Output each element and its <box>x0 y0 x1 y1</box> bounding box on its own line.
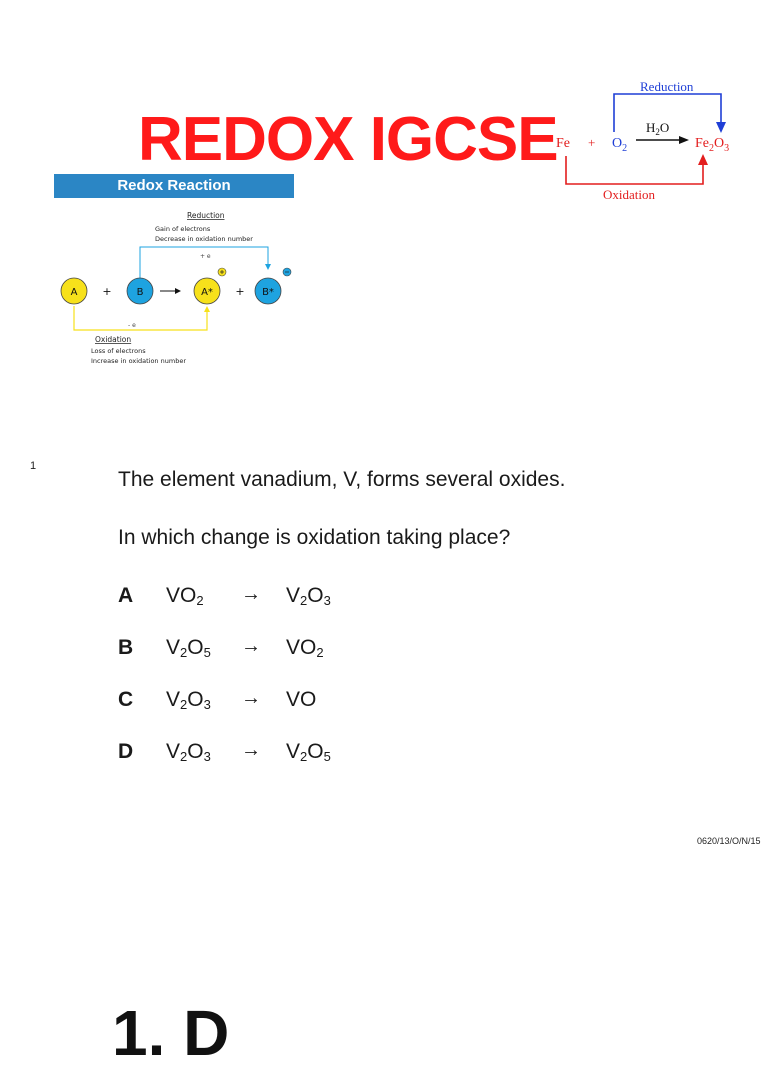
o2-reactant: $O_2$ <box>612 136 628 154</box>
right-arrow-icon: → <box>241 739 261 761</box>
option-product: VO <box>286 688 317 711</box>
atom-a-star-label: A* <box>201 287 213 298</box>
oxidation-line2: Increase in oxidation number <box>91 357 186 365</box>
fe-reactant: Fe <box>556 136 570 151</box>
option-d <box>118 740 418 770</box>
option-b <box>118 636 418 666</box>
redox-reaction-card <box>54 174 294 374</box>
plus-sign: + <box>588 135 596 150</box>
right-arrow-icon: → <box>241 583 261 605</box>
plus-electron-label: + e <box>200 253 211 260</box>
atom-b-star-label: B* <box>262 287 274 298</box>
iron-redox-diagram <box>548 76 760 206</box>
option-c <box>118 688 418 718</box>
answer-text: 1. D <box>112 997 230 1069</box>
paper-reference: 0620/13/O/N/15 <box>697 836 761 846</box>
reduction-label: Reduction <box>640 79 694 94</box>
option-letter: C <box>118 688 134 711</box>
option-letter: D <box>118 740 134 763</box>
reduction-line1: Gain of electrons <box>155 225 211 233</box>
option-reactant: $V_2O_5$ <box>166 636 211 660</box>
question-number: 1 <box>30 460 37 472</box>
question-stem-line2: In which change is oxidation taking place? <box>118 526 511 549</box>
option-letter: A <box>118 584 134 607</box>
reduction-title: Reduction <box>187 211 225 220</box>
page-title: REDOX IGCSE <box>138 105 558 174</box>
right-arrow-icon: → <box>241 687 261 709</box>
oxidation-arrow <box>566 156 703 184</box>
option-product: $V_2O_5$ <box>286 740 331 764</box>
option-a <box>118 584 418 614</box>
oxidation-arrowhead <box>698 154 708 165</box>
reduction-arrowhead <box>716 122 726 133</box>
oxidation-title: Oxidation <box>95 335 132 344</box>
atom-b-label: B <box>136 287 144 298</box>
card-header: Redox Reaction <box>54 174 294 198</box>
option-reactant: $VO_2$ <box>166 584 204 608</box>
option-product: $V_2O_3$ <box>286 584 331 608</box>
option-letter: B <box>118 636 134 659</box>
atom-a-label: A <box>70 287 78 298</box>
water-label: $H_2O$ <box>646 120 670 137</box>
right-arrow-icon: → <box>241 635 261 657</box>
plus-2: + <box>235 285 245 298</box>
question-stem-line1: The element vanadium, V, forms several oxides. <box>118 468 566 491</box>
fe2o3-product: $Fe_2O_3$ <box>695 136 730 154</box>
option-product: $VO_2$ <box>286 636 324 660</box>
oxidation-line1: Loss of electrons <box>91 347 146 355</box>
plus-1: + <box>102 285 112 298</box>
reduction-line2: Decrease in oxidation number <box>155 235 253 243</box>
option-reactant: $V_2O_3$ <box>166 688 211 712</box>
option-reactant: $V_2O_3$ <box>166 740 211 764</box>
oxidation-label: Oxidation <box>603 187 655 202</box>
redox-scheme <box>54 198 294 374</box>
minus-electron-label: - e <box>128 322 136 329</box>
